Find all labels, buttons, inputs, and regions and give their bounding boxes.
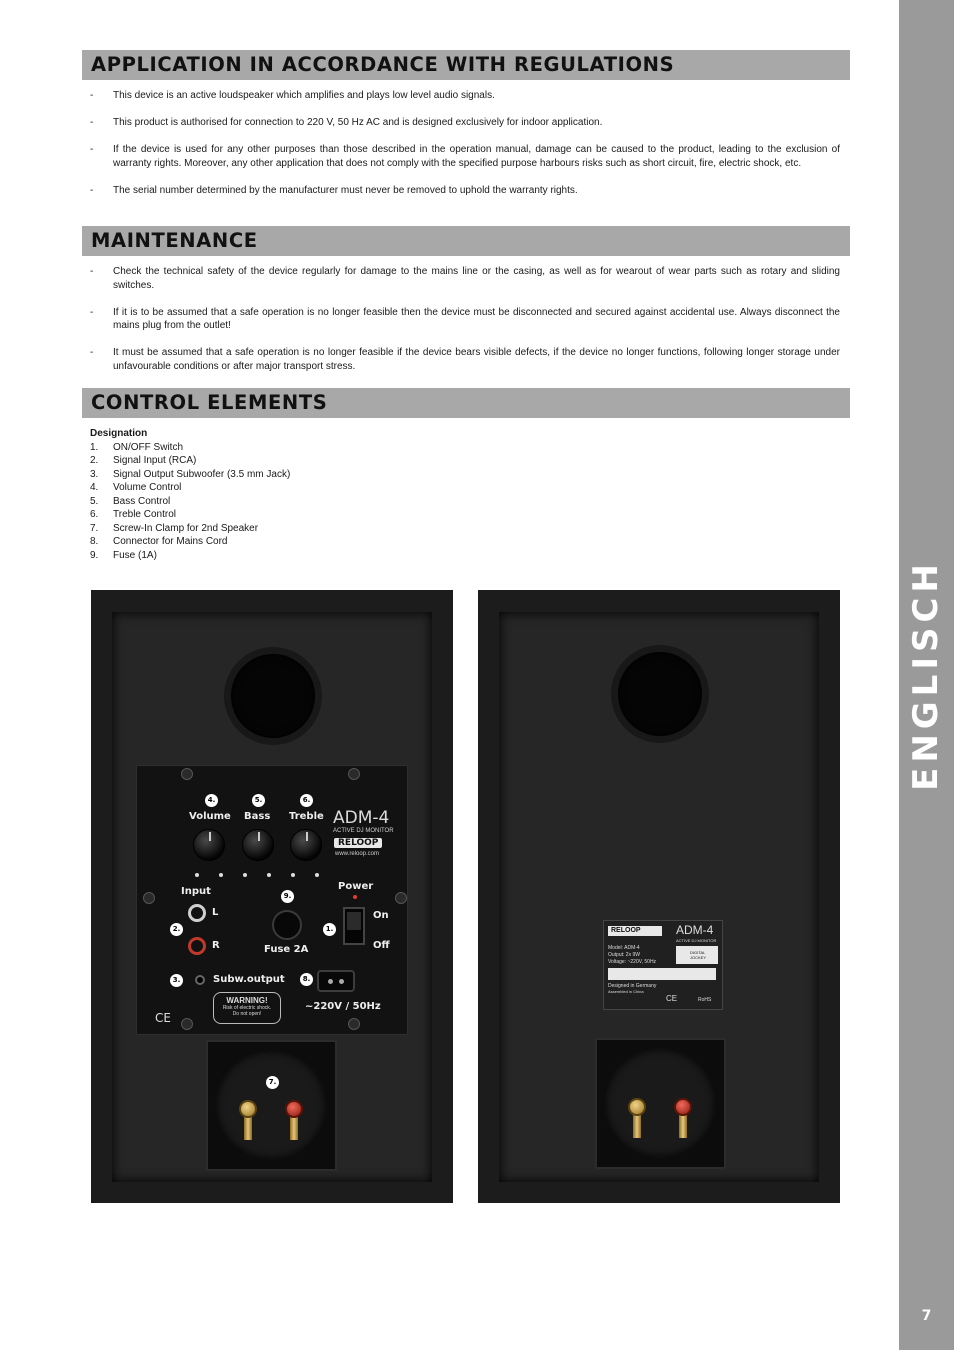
list-item: - Check the technical safety of the device regularly for damage to the mains line or the casing, as well as for wearout of wear parts such as rotary and sliding switches. [90,265,840,292]
brand-logo: RELOOP [611,927,641,934]
serial-strip [608,968,716,980]
indicator-dot [219,873,223,877]
section-header-controls [82,388,850,418]
treble-label: Treble [289,811,324,822]
list-item: 4. Volume Control [90,482,182,493]
callout-fuse: 9. [281,890,294,903]
terminal-recess [604,1048,716,1158]
terminal-post-gold [628,1098,646,1116]
warning-title: WARNING! [226,996,268,1005]
list-item: 6. Treble Control [90,509,176,520]
mains-connector [317,970,355,992]
brand-url: www.reloop.com [335,851,380,857]
volume-label: Volume [189,811,231,822]
list-item: 7. Screw-In Clamp for 2nd Speaker [90,522,259,534]
badge-text: DIGITAL JOCKEY [690,950,707,960]
designation-list [90,441,290,563]
subw-output-label: Subw.output [213,974,285,985]
list-item: 8. Connector for Mains Cord [90,536,228,547]
indicator-dot [267,873,271,877]
callout-volume: 4. [205,794,218,807]
rca-input-left [188,904,206,922]
list-item: 1. ON/OFF Switch [90,441,184,453]
sidebar-language-label: ENGLISCH [906,559,946,791]
input-l-label: L [212,907,219,918]
list-item: - If the device is used for any other purposes than those described in the operation manual, damage can be caused to the product, leading to the exclusion of warranty rights. Moreover, any other application that does not comply with the specified purpose harbours risks such as short circuit, fire, electric shock, etc. [90,143,840,170]
indicator-dot [243,873,247,877]
section-title: CONTROL ELEMENTS [91,391,328,414]
list-item: - If it is to be assumed that a safe operation is no longer feasible then the device must be disconnected and secured against accidental use. Always disconnect the mains plug from the outlet! [90,306,840,333]
maintenance-list [90,265,840,373]
section-header-application [82,50,850,80]
callout-terminal: 7. [266,1076,279,1089]
rca-input-right [188,937,206,955]
bass-reflex-port [231,654,315,738]
terminal-recess [215,1050,327,1160]
treble-knob [290,829,322,861]
screw [395,892,407,904]
subwoofer-jack [195,975,205,985]
input-r-label: R [212,940,220,951]
on-label: On [373,910,389,921]
callout-bass: 5. [252,794,265,807]
callout-treble: 6. [300,794,313,807]
brand-logo: RELOOP [334,838,382,848]
indicator-dot [315,873,319,877]
fuse-holder [272,910,302,940]
terminal-post-red [285,1100,303,1118]
spec-line: Model: ADM-4 [608,945,640,951]
indicator-dot [195,873,199,877]
list-item: - This device is an active loudspeaker which amplifies and plays low level audio signals. [90,89,840,103]
warning-line: Risk of electric shock. [222,1005,272,1011]
ce-mark: CE [666,994,678,1003]
model-subtitle: ACTIVE DJ MONITOR [333,828,394,834]
list-item: - The serial number determined by the manufacturer must never be removed to uphold the warranty rights. [90,184,840,198]
warning-line: Do not open! [232,1011,262,1017]
list-item: - This product is authorised for connection to 220 V, 50 Hz AC and is designed exclusively for indoor application. [90,116,840,130]
callout-mains: 8. [300,973,313,986]
list-item: 3. Signal Output Subwoofer (3.5 mm Jack) [90,468,291,480]
speaker-back-photo-annotated [91,590,453,1203]
list-item: 9. Fuse (1A) [90,549,157,561]
voltage-label: ~220V / 50Hz [305,1001,381,1012]
screw [348,1018,360,1030]
terminal-post-red [674,1098,692,1116]
screw [181,768,193,780]
power-label: Power [338,881,374,892]
list-item: - It must be assumed that a safe operation is no longer feasible if the device bears visible defects, if the device no longer functions, following longer storage under unfavourable conditions or after major transport stress. [90,346,840,373]
indicator-dot [291,873,295,877]
speaker-back-photo-passive [478,590,840,1203]
section-header-maintenance [82,226,850,256]
terminal-post-gold [239,1100,257,1118]
callout-subw-output: 3. [170,974,183,987]
page-number: 7 [921,1308,932,1324]
power-switch [343,907,365,945]
designation-block [90,427,290,562]
power-led [353,895,357,899]
section-title: APPLICATION IN ACCORDANCE WITH REGULATIONS [91,53,675,76]
bass-knob [242,829,274,861]
off-label: Off [373,940,390,951]
bass-label: Bass [244,811,271,822]
volume-knob [193,829,225,861]
fuse-label: Fuse 2A [264,944,309,955]
designation-title: Designation [90,428,148,439]
spec-line: Output: 2x 9W [608,952,640,958]
bass-reflex-port [618,652,702,736]
list-item: 2. Signal Input (RCA) [90,455,197,466]
ce-mark: CE [155,1011,171,1025]
spec-line: Voltage: ~220V, 50Hz [608,959,657,965]
rohs-mark: RoHS [698,997,712,1003]
callout-power-switch: 1. [323,923,336,936]
callout-input: 2. [170,923,183,936]
assembled-in: Assembled in China [608,989,644,994]
screw [181,1018,193,1030]
screw [348,768,360,780]
model-subtitle: ACTIVE DJ MONITOR [676,938,717,943]
list-item: 5. Bass Control [90,495,171,507]
model-name: ADM-4 [333,808,390,828]
screw [143,892,155,904]
model-name: ADM-4 [676,923,714,937]
designed-in: Designed in Germany [608,983,657,989]
warning-box [213,992,281,1024]
input-label: Input [181,886,211,897]
application-list [90,89,840,197]
section-title: MAINTENANCE [91,229,258,252]
